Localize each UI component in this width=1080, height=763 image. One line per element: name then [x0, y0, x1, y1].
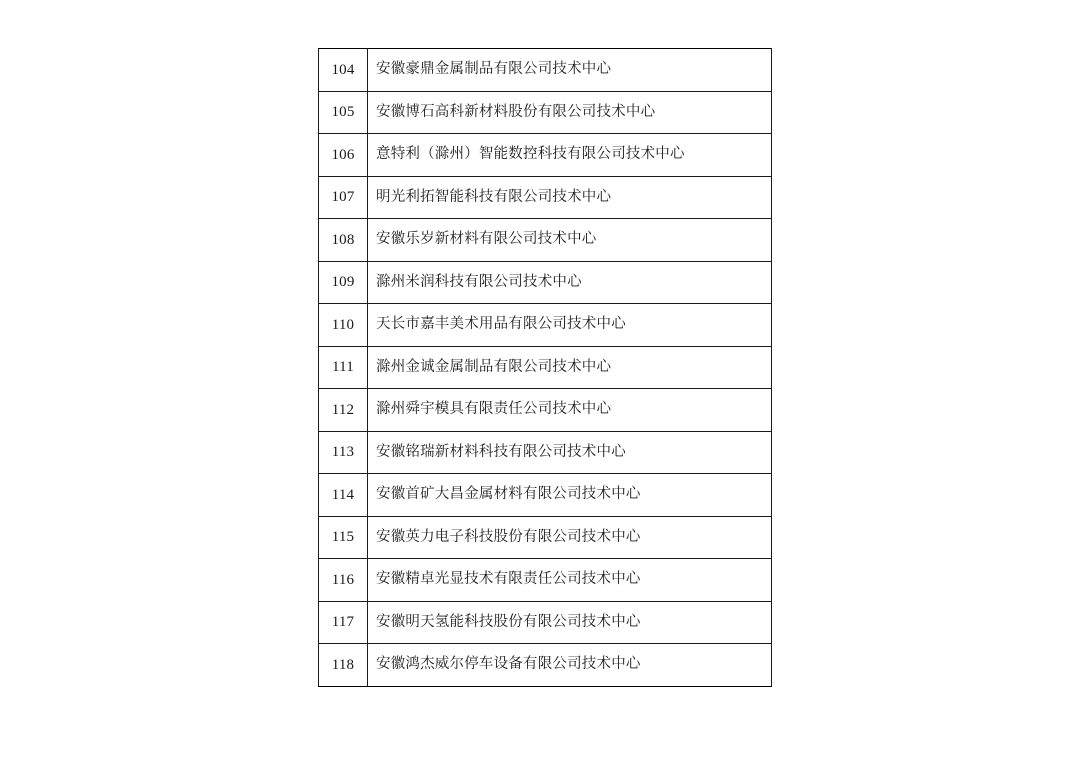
table-row: [319, 304, 772, 347]
enterprise-list-table-wrapper: [318, 48, 761, 687]
row-name: 安徽博石高科新材料股份有限公司技术中心: [368, 91, 772, 134]
row-index: 113: [319, 431, 368, 474]
row-index: 114: [319, 474, 368, 517]
row-name: 安徽豪鼎金属制品有限公司技术中心: [368, 49, 772, 92]
table-row: [319, 389, 772, 432]
row-index: 105: [319, 91, 368, 134]
row-name: 安徽鸿杰威尔停车设备有限公司技术中心: [368, 644, 772, 687]
table-row: [319, 644, 772, 687]
table-row: [319, 346, 772, 389]
row-name: 滁州舜宇模具有限责任公司技术中心: [368, 389, 772, 432]
row-name: 滁州米润科技有限公司技术中心: [368, 261, 772, 304]
row-index: 110: [319, 304, 368, 347]
row-index: 108: [319, 219, 368, 262]
table-row: [319, 134, 772, 177]
row-index: 116: [319, 559, 368, 602]
row-name: 安徽乐岁新材料有限公司技术中心: [368, 219, 772, 262]
row-index: 106: [319, 134, 368, 177]
row-index: 117: [319, 601, 368, 644]
row-name: 滁州金诚金属制品有限公司技术中心: [368, 346, 772, 389]
table-body: [319, 49, 772, 687]
table-row: [319, 91, 772, 134]
table-row: [319, 176, 772, 219]
table-row: [319, 219, 772, 262]
row-name: 安徽精卓光显技术有限责任公司技术中心: [368, 559, 772, 602]
table-row: [319, 516, 772, 559]
row-index: 111: [319, 346, 368, 389]
table-row: [319, 431, 772, 474]
table-row: [319, 559, 772, 602]
row-name: 安徽英力电子科技股份有限公司技术中心: [368, 516, 772, 559]
row-index: 112: [319, 389, 368, 432]
row-name: 天长市嘉丰美术用品有限公司技术中心: [368, 304, 772, 347]
row-index: 109: [319, 261, 368, 304]
table-row: [319, 601, 772, 644]
row-name: 安徽明天氢能科技股份有限公司技术中心: [368, 601, 772, 644]
table-row: [319, 49, 772, 92]
row-index: 104: [319, 49, 368, 92]
row-name: 安徽铭瑞新材料科技有限公司技术中心: [368, 431, 772, 474]
row-index: 115: [319, 516, 368, 559]
row-name: 安徽首矿大昌金属材料有限公司技术中心: [368, 474, 772, 517]
table-row: [319, 474, 772, 517]
enterprise-list-table: [318, 48, 772, 687]
row-index: 107: [319, 176, 368, 219]
row-index: 118: [319, 644, 368, 687]
row-name: 意特利（滁州）智能数控科技有限公司技术中心: [368, 134, 772, 177]
row-name: 明光利拓智能科技有限公司技术中心: [368, 176, 772, 219]
table-row: [319, 261, 772, 304]
